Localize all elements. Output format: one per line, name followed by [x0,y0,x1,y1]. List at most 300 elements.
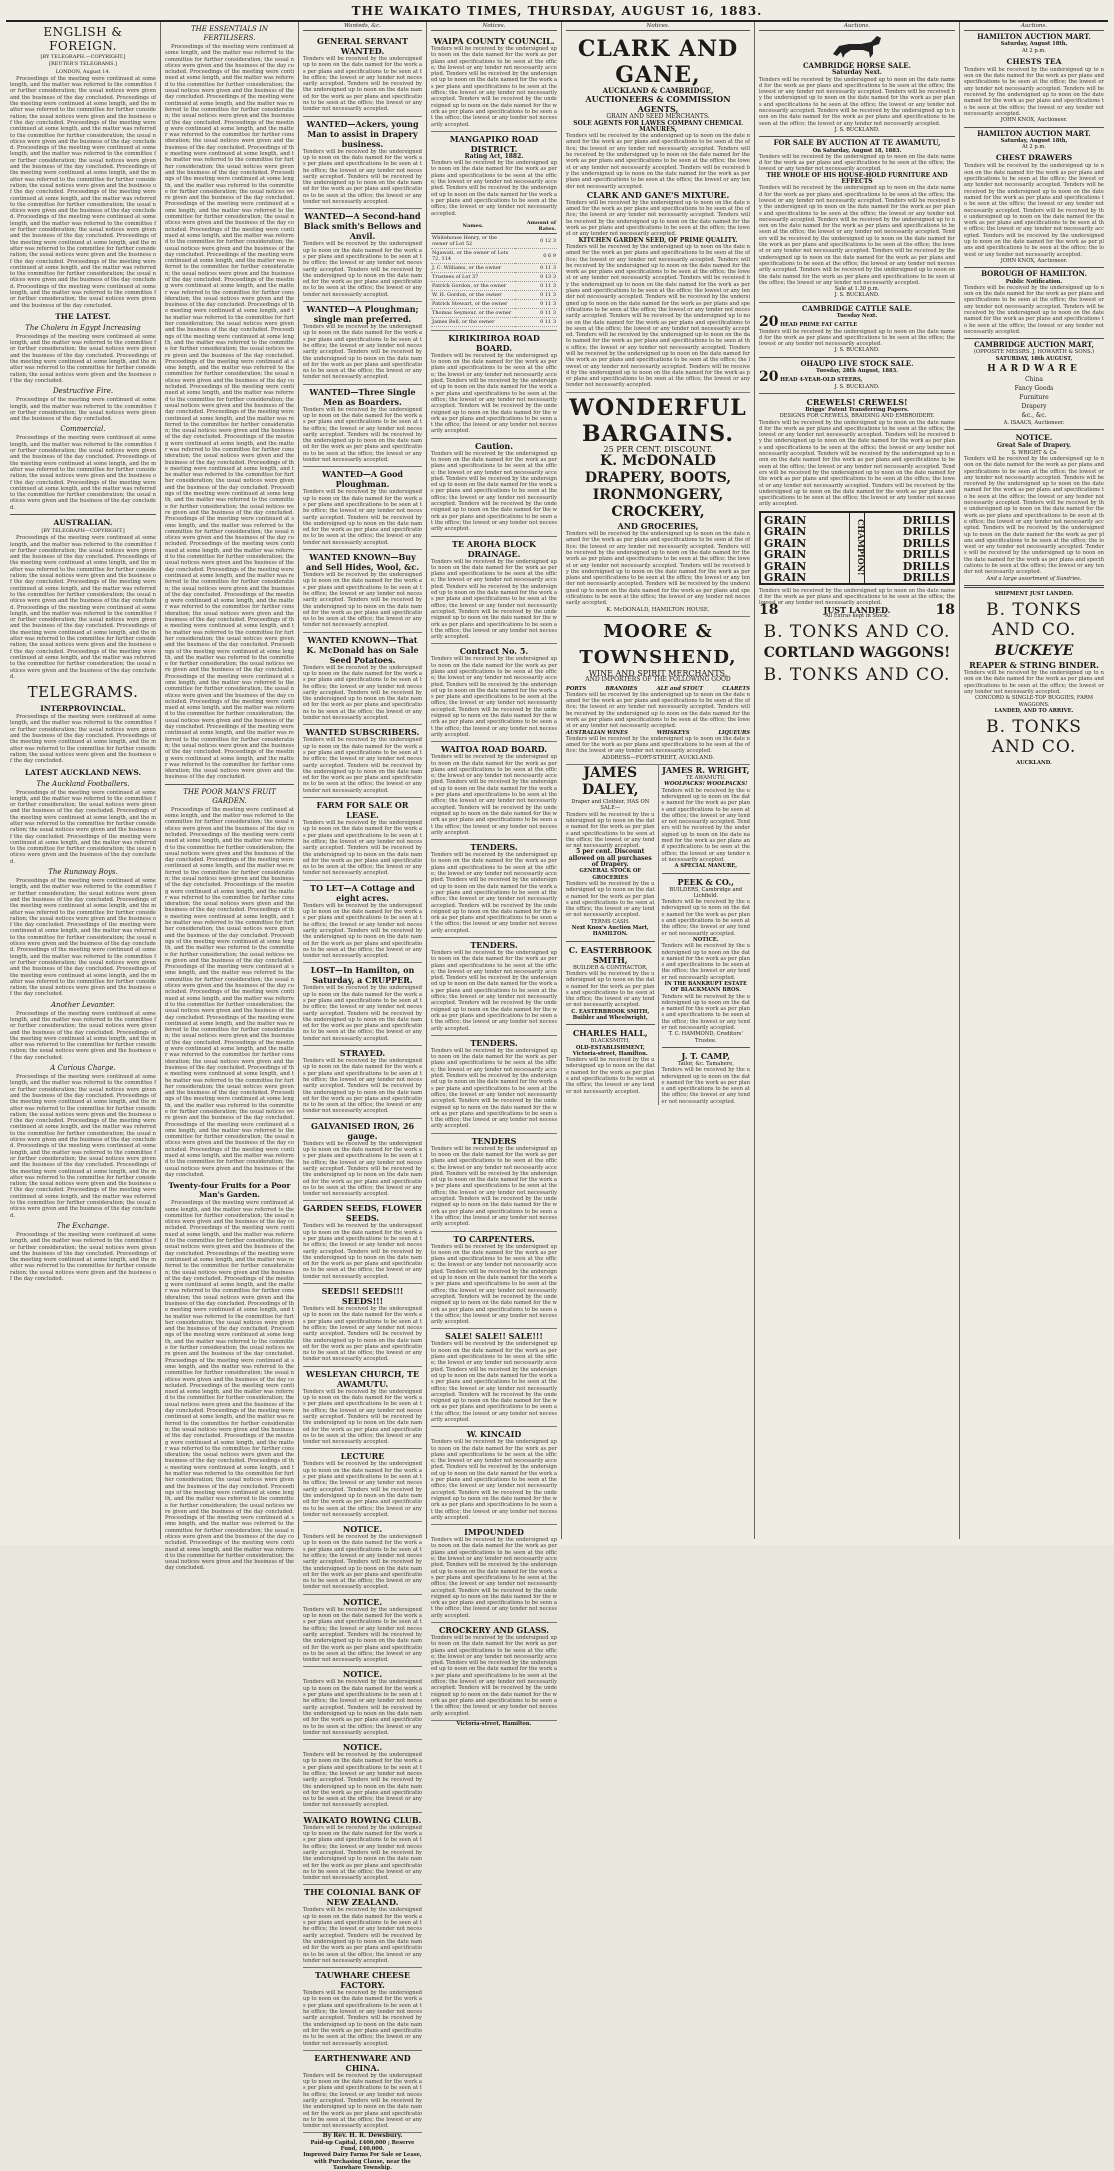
cattle-sale: CAMBRIDGE CATTLE SALE. [801,303,913,313]
classified-ad-body: Tenders will be received by the undersigned up to noon on the date named for the work as per plans and specifications to be seen at the office; the lowest or any tender not necessarily accepted. Tenders will be received by the undersigned up to noon on the date named for the work as per plans and specifications to be seen at the office; the lowest or any tender not necessarily accepted. [303,1223,422,1280]
notice-block-body: Tenders will be received by the undersigned up to noon on the date named for the work as per plans and specifications to be seen at the office; the lowest or any tender not necessarily accepted. Tenders will be received by the undersigned up to noon on the date named for the work as per plans and specifications to be seen at the office; the lowest or any tender not necessarily accepted. Tenders will be received by the undersigned up to noon on the date named for the work as per plans and specifications to be seen at the office; the lowest or any tender not necessarily accepted. [431,1635,557,1717]
notice-mangapiko [431,132,557,331]
notice-block-title: TENDERS. [470,939,518,950]
te-awamutu-sale: FOR SALE BY AUCTION AT TE AWAMUTU, [773,138,941,148]
ad-body: Tenders will be received by the undersigned up to noon on the date named for the work as per plans and specifications to be seen at the office; the lowest or any tender not necessarily accepted. [566,1057,655,1095]
mcdonald-name: K. McDONALD [600,453,716,470]
classified-ad [303,1595,422,1668]
notice-title: WAIPA COUNTY COUNCIL. [433,36,555,46]
tonks-name: B. TONKS AND CO. [763,665,951,686]
article-body: Proceedings of the meeting were continued at some length, and the matter was referred to the committee for further consideration; the usual notices were given and the business of the day concluded. Proceedings of the meeting were continued at some length, and the matter was referred to the committee for further consideration; the usual notices were given and the business of the day concluded. Proceedings of the meeting were continued at some length, and the matter was referred to the committee for further consideration; the usual notices were given and the business of the day concluded. [10,789,156,865]
category-label: PORTS [566,685,587,692]
auction-body: Tenders will be received by the undersigned up to noon on the date named for the work as per plans and specifications to be seen at the office; the lowest or any tender not necessarily accepted. Tenders will be received by the undersigned up to noon on the date named for the work as per plans and specifications to be seen at the office; the lowest or any tender not necessarily accepted. [964,284,1104,335]
cortland: CORTLAND WAGGONS! [763,645,951,662]
notice-block-body: Tenders will be received by the undersigned up to noon on the date named for the work as per plans and specifications to be seen at the office; the lowest or any tender not necessarily accepted. Tenders will be received by the undersigned up to noon on the date named for the work as per plans and specifications to be seen at the office; the lowest or any tender not necessarily accepted. Tenders will be received by the undersigned up to noon on the date named for the work as per plans and specifications to be seen at the office; the lowest or any tender not necessarily accepted. [431,1243,557,1326]
article-body: Proceedings of the meeting were continued at some length, and the matter was referred to the committee for further consideration; the usual notices were given and the business of the day concluded. Proceedings of the meeting were continued at some length, and the matter was referred to the committee for further consideration; the usual notices were given and the business of the day concluded. Proceedings of the meeting were continued at some length, and the matter was referred to the committee for further consideration; the usual notices were given and the business of the day concluded. [10,435,156,511]
hardware-items [964,375,1104,420]
list-line: Furniture [1019,394,1049,402]
bank-capital: Paid-up Capital, £400,000 ; Reserve Fund, £40,000. [310,2139,415,2153]
divider [964,267,1104,268]
peek-sub: BUILDERS, Cambridge and Lichfield. [669,886,743,899]
ad-body: Tenders will be received by the undersigned up to noon on the date named for the work as per plans and specifications to be seen at the office; the lowest or any tender not necessarily accepted. [566,970,655,1009]
classified-ad-body: Tenders will be received by the undersigned up to noon on the date named for the work as per plans and specifications to be seen at the office; the lowest or any tender not necessarily accepted. Tenders will be received by the undersigned up to noon on the date named for the work as per plans and specifications to be seen at the office; the lowest or any tender not necessarily accepted. [303,406,422,464]
article-body: Proceedings of the meeting were continued at some length, and the matter was referred to the committee for further consideration; the usual notices were given and the business of the day concluded. Proceedings of the meeting were continued at some length, and the matter was referred to the committee for further consideration; the usual notices were given and the business of the day concluded. Proceedings of the meeting were continued at some length, and the matter was referred to the committee for further consideration; the usual notices were given and the business of the day concluded. Proceedings of the meeting were continued at some length, and the matter was referred to the committee for further consideration; the usual notices were given and the business of the day concluded. Proceedings of the meeting were continued at some length, and the matter was referred to the committee for further consideration; the usual notices were given and the business of the day concluded. Proceedings of the meeting were continued at some length, and the matter was referred to the committee for further consideration; the usual notices were given and the business of the day concluded. [10,1074,156,1219]
divider [964,127,1104,128]
column-auctions-right [960,22,1108,1539]
classified-ad-title: NOTICE. [342,1742,383,1753]
rates-body [431,233,557,326]
sale-date: Saturday, August 18th, [1000,137,1068,144]
ad-body: Tenders will be received by the undersigned up to noon on the date named for the work as per plans and specifications to be seen at the office; the lowest or any tender not necessarily accepted. Tenders will be received by the undersigned up to noon on the date named for the work as per plans and specifications to be seen at the office; the lowest or any tender not necessarily accepted. Tenders will be received by the undersigned up to noon on the date named for the work as per plans and specifications to be seen at the office; the lowest or any tender not necessarily accepted. [566,133,750,190]
classified-ad [303,385,422,468]
notice-block [431,537,557,645]
bankrupt-heading: IN THE BANKRUPT ESTATE OF BLACKMANN BROS. [664,980,747,994]
shipment: SHIPMENT JUST LANDED. [994,590,1074,597]
sale-time: At 2 p.m. [1022,144,1046,151]
auction-body: Tenders will be received by the undersigned up to noon on the date named for the work as per plans and specifications to be seen at the office; the lowest or any tender not necessarily accepted. Tenders will be received by the undersigned up to noon on the date named for the work as per plans and specifications to be seen at the office; the lowest or any tender not necessarily accepted. Tenders will be received by the undersigned up to noon on the date named for the work as per plans and specifications to be seen at the office; the lowest or any tender not necessarily accepted. Tenders will be received by the undersigned up to noon on the date named for the work as per plans and specifications to be seen at the office; the lowest or any tender not necessarily accepted. [964,163,1104,258]
notice-title: MANGAPIKO ROAD DISTRICT. [449,133,539,154]
divider [662,873,751,874]
article-body: Proceedings of the meeting were continued at some length, and the matter was referred to the committee for further consideration; the usual notices were given and the business of the day concluded. Proceedings of the meeting were continued at some length, and the matter was referred to the committee for further consideration; the usual notices were given and the business of the day concluded. Proceedings of the meeting were continued at some length, and the matter was referred to the committee for further consideration; the usual notices were given and the business of the day concluded. Proceedings of the meeting were continued at some length, and the matter was referred to the committee for further consideration; the usual notices were given and the business of the day concluded. Proceedings of the meeting were continued at some length, and the matter was referred to the committee for further consideration; the usual notices were given and the business of the day concluded. Proceedings of the meeting were continued at some length, and the matter was referred to the committee for further consideration; the usual notices were given and the business of the day concluded. [10,535,156,680]
table-row [431,233,557,248]
table-row [431,299,557,308]
hall-title: CHARLES HALL, [572,1028,648,1039]
heading-latest: THE LATEST. [55,311,111,321]
classified-ad [303,550,422,633]
classified-ad-title: GARDEN SEEDS, FLOWER SEEDS. [303,1203,422,1224]
list-line: DRILLS [902,513,950,527]
classified-ad [303,467,422,550]
ad-body: Tenders will be received by the undersigned up to noon on the date named for the work as per plans and specifications to be seen at the office; the lowest or any tender not necessarily accepted. Tenders will be received by the undersigned up to noon on the date named for the work as per plans and specifications to be seen at the office; the lowest or any tender not necessarily accepted. [661,787,750,863]
moore-townshend-sub2: AND IMPORTERS OF THE FOLLOWING GOOD [585,676,731,684]
great-sale: Great Sale of Drapery. [996,442,1072,450]
notice-block-title: CROCKERY AND GLASS. [438,1625,550,1635]
buckeye: BUCKEYE [994,643,1074,660]
classified-ad-body: Tenders will be received by the undersigned up to noon on the date named for the work as per plans and specifications to be seen at the office; the lowest or any tender not necessarily accepted. Tenders will be received by the undersigned up to noon on the date named for the work as per plans and specifications to be seen at the office; the lowest or any tender not necessarily accepted. [303,1534,422,1591]
merchant: S. WRIGHT & Co [1011,449,1057,456]
lower-ad-right [659,765,751,1105]
hardware: HARDWARE [987,364,1081,375]
notice-block-title: KIRIKIRIROA ROAD BOARD. [448,332,540,353]
column-header: Notices. [431,22,557,31]
list-line: GRAIN [764,536,807,550]
table-row [431,272,557,281]
saturday-next: Saturday Next. [832,69,882,77]
classified-ad-body: Tenders will be received by the undersigned up to noon on the date named for the work as per plans and specifications to be seen at the office; the lowest or any tender not necessarily accepted. Tenders will be received by the undersigned up to noon on the date named for the work as per plans and specifications to be seen at the office; the lowest or any tender not necessarily accepted. [303,1388,422,1446]
auction-body: Tenders will be received by the undersigned up to noon on the date named for the work as per plans and specifications to be seen at the office; the lowest or any tender not necessarily accepted. Tenders will be received by the undersigned up to noon on the date named for the work as per plans and specifications to be seen at the office; the lowest or any tender not necessarily accepted. Tenders will be received by the undersigned up to noon on the date named for the work as per plans and specifications to be seen at the office; the lowest or any tender not necessarily accepted. Tenders will be received by the undersigned up to noon on the date named for the work as per plans and specifications to be seen at the office; the lowest or any tender not necessarily accepted. Tenders will be received by the undersigned up to noon on the date named for the work as per plans and specifications to be seen at the office; the lowest or any tender not necessarily accepted. [759,419,955,508]
classified-ad [303,117,422,210]
classified-ad [303,209,422,302]
sale-date: On Saturday, August 18, 1883. [812,147,902,154]
notice-block-body: Tenders will be received by the undersigned up to noon on the date named for the work as per plans and specifications to be seen at the office; the lowest or any tender not necessarily accepted. Tenders will be received by the undersigned up to noon on the date named for the work as per plans and specifications to be seen at the office; the lowest or any tender not necessarily accepted. Tenders will be received by the undersigned up to noon on the date named for the work as per plans and specifications to be seen at the office; the lowest or any tender not necessarily accepted. [431,754,557,836]
classified-ad-title: WANTED—A Ploughman; single man preferred. [306,304,419,325]
rate-name: James Bell, or the owner [431,317,515,326]
champion-label: CHAMPION! [849,513,865,583]
heading-exchange: The Exchange. [56,1221,110,1230]
notice-block-body: Tenders will be received by the undersigned up to noon on the date named for the work as per plans and specifications to be seen at the office; the lowest or any tender not necessarily accepted. Tenders will be received by the undersigned up to noon on the date named for the work as per plans and specifications to be seen at the office; the lowest or any tender not necessarily accepted. Tenders will be received by the undersigned up to noon on the date named for the work as per plans and specifications to be seen at the office; the lowest or any tender not necessarily accepted. [431,1537,557,1619]
heading-cholera: The Cholera in Egypt Increasing [25,323,141,332]
notice-block-title: SALE! SALE!! SALE!!! [445,1331,543,1342]
notice-block-body: Tenders will be received by the undersigned up to noon on the date named for the work as per plans and specifications to be seen at the office; the lowest or any tender not necessarily accepted. Tenders will be received by the undersigned up to noon on the date named for the work as per plans and specifications to be seen at the office; the lowest or any tender not necessarily accepted. Tenders will be received by the undersigned up to noon on the date named for the work as per plans and specifications to be seen at the office; the lowest or any tender not necessarily accepted. [431,352,557,435]
column-header: Auctions. [759,22,955,31]
notice-block-body: Tenders will be received by the undersigned up to noon on the date named for the work as per plans and specifications to be seen at the office; the lowest or any tender not necessarily accepted. Tenders will be received by the undersigned up to noon on the date named for the work as per plans and specifications to be seen at the office; the lowest or any tender not necessarily accepted. Tenders will be received by the undersigned up to noon on the date named for the work as per plans and specifications to be seen at the office; the lowest or any tender not necessarily accepted. [431,1439,557,1521]
heading-fertilisers: THE ESSENTIALS IN FERTILISERS. [191,25,268,42]
kincaid-address: Victoria-street, Hamilton. [456,1720,532,1727]
ad-body: Tenders will be received by the undersigned up to noon on the date named for the work as per plans and specifications to be seen at the office; the lowest or any tender not necessarily accepted. [566,735,750,755]
ohaupo-sale: OHAUPO LIVE STOCK SALE. [800,358,914,368]
easterbrook-title: C. EASTERBROOK SMITH, [568,944,652,965]
designs: DESIGNS FOR CREWELS, BRAIDING AND EMBROIDERY. [779,413,935,420]
section-title-english-foreign: ENGLISH & FOREIGN. [43,25,123,53]
grain-drills-ad [759,511,955,585]
tonks-name: B. TONKS AND CO. [986,600,1082,641]
rate-name: J. C. Williams, or the owner [431,263,515,272]
category-label: LIQUEURS [718,729,750,736]
classified-ad-title: WANTED—Ackers, young Man to assist in Drapery business. [306,118,419,149]
classified-ad-body: Tenders will be received by the undersigned up to noon on the date named for the work as per plans and specifications to be seen at the office; the lowest or any tender not necessarily accepted. Tenders will be received by the undersigned up to noon on the date named for the work as per plans and specifications to be seen at the office; the lowest or any tender not necessarily accepted. [303,902,422,960]
rate-name: Patrick Gordon, or the owner [431,281,515,290]
article-body: Proceedings of the meeting were continued at some length, and the matter was referred to the committee for further consideration; the usual notices were given and the business of the day concluded. Proceedings of the meeting were continued at some length, and the matter was referred to the committee for further consideration; the usual notices were given and the business of the day concluded. [10,714,156,765]
hall-sub: BLACKSMITH, [590,1038,630,1045]
drills-list [865,513,953,583]
rate-name: Whitehouse Henry, or the owner of Lot 52 [431,233,515,248]
rate-amount: 0 6 9 [515,248,557,263]
tuesday-next: Tuesday Next. [836,312,878,319]
moore-townshend-ad [566,617,750,765]
classified-ad-title: WANTED KNOWN—Buy and Sell Hides, Wool, &c. [306,552,419,573]
landed-count: 18 [759,601,779,618]
classified-ad-title: EARTHENWARE AND CHINA. [314,2052,411,2073]
classified-ad-body: Tenders will be received by the undersigned up to noon on the date named for the work as per plans and specifications to be seen at the office; the lowest or any tender not necessarily accepted. Tenders will be received by the undersigned up to noon on the date named for the work as per plans and specifications to be seen at the office; the lowest or any tender not necessarily accepted. [303,1606,422,1664]
wright-sub: TE AWAMUTU. [685,775,726,782]
mcdonald-goods: DRAPERY, BOOTS, IRONMONGERY, CROCKERY, [584,470,732,521]
classified-ad-title: THE COLONIAL BANK OF NEW ZEALAND. [304,1887,421,1908]
list-line: DRILLS [902,571,950,585]
notice-block-title: W. KINCAID [466,1429,522,1440]
ad-body: Tenders will be received by the undersigned up to noon on the date named for the work as per plans and specifications to be seen at the office; the lowest or any tender not necessarily accepted. Tenders will be received by the undersigned up to noon on the date named for the work as per plans and specifications to be seen at the office; the lowest or any tender not necessarily accepted. Tenders will be received by the undersigned up to noon on the date named for the work as per plans and specifications to be seen at the office; the lowest or any tender not necessarily accepted. Tenders will be received by the undersigned up to noon on the date named for the work as per plans and specifications to be seen at the office; the lowest or any tender not necessarily accepted. [566,531,750,607]
tonks-name: B. TONKS AND CO. [763,622,951,643]
chest-drawers: CHEST DRAWERS [995,153,1073,163]
ad-body: Tenders will be received by the undersigned up to noon on the date named for the work as per plans and specifications to be seen at the office; the lowest or any tender not necessarily accepted. [661,899,750,937]
table-row [431,263,557,272]
rate-name: W. H. Gordon, or the owner [431,290,515,299]
notice-block [431,1623,557,1721]
classified-ad [303,1522,422,1595]
list-line: Drapery [1021,403,1047,411]
hamilton-mart: HAMILTON AUCTION MART. [977,32,1091,41]
list-line: GRAIN [764,559,807,573]
ad-body: Tenders will be received by the undersigned up to noon on the date named for the work as per plans and specifications to be seen at the office; the lowest or any tender not necessarily accepted. [566,811,655,850]
category-label: BRANDIES [605,685,638,692]
moore-townshend-sub: WINE AND SPIRIT MERCHANTS, [588,668,728,678]
category-label: WHISKEYS [656,729,690,736]
classified-ad [303,798,422,881]
ad-body: Tenders will be received by the undersigned up to noon on the date named for the work as per plans and specifications to be seen at the office; the lowest or any tender not necessarily accepted. Tenders will be received by the undersigned up to noon on the date named for the work as per plans and specifications to be seen at the office; the lowest or any tender not necessarily accepted. [566,199,750,238]
notice-block-title: Contract No. 5. [459,646,529,657]
lower-ad-left [566,765,659,1105]
column-essentials [161,22,299,1572]
divider [10,514,156,515]
article-body: Proceedings of the meeting were continued at some length, and the matter was referred to the committee for further consideration; the usual notices were given and the business of the day concluded. Proceedings of the meeting were continued at some length, and the matter was referred to the committee for further consideration; the usual notices were given and the business of the day concluded. [10,1010,156,1061]
classified-ad-title: NOTICE. [342,1524,383,1535]
ad-body: Tenders will be received by the undersigned up to noon on the date named for the work as per plans and specifications to be seen at the office; the lowest or any tender not necessarily accepted. Tenders will be received by the undersigned up to noon on the date named for the work as per plans and specifications to be seen at the office; the lowest or any tender not necessarily accepted. Tenders will be received by the undersigned up to noon on the date named for the work as per plans and specifications to be seen at the office; the lowest or any tender not necessarily accepted. Tenders will be received by the undersigned up to noon on the date named for the work as per plans and specifications to be seen at the office; the lowest or any tender not necessarily accepted. Tenders will be received by the undersigned up to noon on the date named for the work as per plans and specifications to be seen at the office; the lowest or any tender not necessarily accepted. Tenders will be received by the undersigned up to noon on the date named for the work as per plans and specifications to be seen at the office; the lowest or any tender not necessarily accepted. Tenders will be received by the undersigned up to noon on the date named for the work as per plans and specifications to be seen at the office; the lowest or any tender not necessarily accepted. Tenders will be received by the undersigned up to noon on the date named for the work as per plans and specifications to be seen at the office; the lowest or any tender not necessarily accepted. [566,243,751,389]
wonderful-bargains: WONDERFUL BARGAINS. [569,394,747,447]
heading-commercial: Commercial. [60,425,106,434]
classified-ad-title: TAUWHARE CHEESE FACTORY. [315,1970,410,1991]
table-row [431,281,557,290]
classified-ad [303,1284,422,1367]
auction-body: Tenders will be received by the undersigned up to noon on the date named for the work as per plans and specifications to be seen at the office; the lowest or any tender not necessarily accepted. Tenders will be received by the undersigned up to noon on the date named for the work as per plans and specifications to be seen at the office; the lowest or any tender not necessarily accepted. Tenders will be received by the undersigned up to noon on the date named for the work as per plans and specifications to be seen at the office; the lowest or any tender not necessarily accepted. Tenders will be received by the undersigned up to noon on the date named for the work as per plans and specifications to be seen at the office; the lowest or any tender not necessarily accepted. Tenders will be received by the undersigned up to noon on the date named for the work as per plans and specifications to be seen at the office; the lowest or any tender not necessarily accepted. [964,455,1104,576]
list-line: DRILLS [902,548,950,562]
heading-telegrams: TELEGRAMS. [27,683,139,702]
classified-ad [303,1740,422,1813]
notice-block-title: IMPOUNDED [464,1527,524,1538]
auction-body: Tenders will be received by the undersigned up to noon on the date named for the work as per plans and specifications to be seen at the office; the lowest or any tender not necessarily accepted. [759,328,955,348]
classified-ad-title: WANTED SUBSCRIBERS. [305,727,420,738]
column-english-foreign [6,22,161,1539]
column-auctions-left [755,22,960,1539]
classified-ad-body: Tenders will be received by the undersigned up to noon on the date named for the work as per plans and specifications to be seen at the office; the lowest or any tender not necessarily accepted. Tenders will be received by the undersigned up to noon on the date named for the work as per plans and specifications to be seen at the office; the lowest or any tender not necessarily accepted. [303,985,422,1042]
notice-block [431,1525,557,1623]
heading-twenty-four-fruits: Twenty-four Fruits for a Poor Man's Garden. [168,1181,291,1200]
column-header: Notices. [566,22,750,31]
cambridge-horse-sale: CAMBRIDGE HORSE SALE. [802,61,912,70]
tonks-name: B. TONKS AND CO. [986,717,1082,758]
sundries: And a large assortment of Sundries. [986,575,1082,582]
clark-gane-grain: GRAIN AND SEED MERCHANTS. [606,113,710,121]
ohaupo-date: Tuesday, 28th August, 1883. [815,368,899,375]
heading-fire: Destructive Fire. [52,387,114,396]
auction-body: Tenders will be received by the undersigned up to noon on the date named for the work as per plans and specifications to be seen at the office; the lowest or any tender not necessarily accepted. Tenders will be received by the undersigned up to noon on the date named for the work as per plans and specifications to be seen at the office; the lowest or any tender not necessarily accepted. Tenders will be received by the undersigned up to noon on the date named for the work as per plans and specifications to be seen at the office; the lowest or any tender not necessarily accepted. [759,76,955,127]
camp-title: J. T. CAMP, [681,1050,730,1061]
wright-manure: A SPECIAL MANURE, [674,863,738,870]
columns [6,22,1108,2171]
notice-block [431,1232,557,1330]
borough: BOROUGH OF HAMILTON. [981,269,1087,279]
divider [759,393,955,394]
classified-ad-body: Tenders will be received by the undersigned up to noon on the date named for the work as per plans and specifications to be seen at the office; the lowest or any tender not necessarily accepted. Tenders will be received by the undersigned up to noon on the date named for the work as per plans and specifications to be seen at the office; the lowest or any tender not necessarily accepted. [303,1306,422,1363]
factory-title: Improved Dairy Farms For Sale or Lease, with Purchasing Clause, near the Tauwhare Township. [303,2152,422,2171]
moore-townshend-addr: ADDRESS—FORT-STREET, AUCKLAND. [601,754,715,761]
classified-ad-title: STRAYED. [339,1048,386,1059]
ad-body: Tenders will be received by the undersigned up to noon on the date named for the work as per plans and specifications to be seen at the office; the lowest or any tender not necessarily accepted. [661,1067,750,1105]
clark-gane-seed: KITCHEN GARDEN SEED, OF PRIME QUALITY. [578,236,738,244]
classified-ad [303,1201,422,1284]
list-line: GRAIN [764,571,807,585]
table-row [431,317,557,326]
notice-block-body: Tenders will be received by the undersigned up to noon on the date named for the work as per plans and specifications to be seen at the office; the lowest or any tender not necessarily accepted. Tenders will be received by the undersigned up to noon on the date named for the work as per plans and specifications to be seen at the office; the lowest or any tender not necessarily accepted. Tenders will be received by the undersigned up to noon on the date named for the work as per plans and specifications to be seen at the office; the lowest or any tender not necessarily accepted. [431,656,557,738]
notice-block [431,439,557,537]
bankrupt-sign: T. C. HAMMOND, Creditors' Trustee. [668,1031,743,1044]
daley-general: GENERAL STOCK OF GROCERIES [579,868,642,881]
classified-ad-title: WANTED KNOWN—That K. McDonald has on Sale Seed Potatoes. [306,634,419,665]
head-count: 20 [759,369,779,386]
notice-block [431,742,557,840]
household-furniture: THE WHOLE OF HIS HOUSE-HOLD FURNITURE AND EFFECTS [766,171,948,186]
rate-amount: 0 11 3 [515,290,557,299]
auctioneer: J. S. BUCKLAND. [834,383,880,390]
rate-name: Patrick Stewart, or the owner [431,299,515,308]
divider [566,1024,655,1025]
heading-australian: AUSTRALIAN. [53,518,113,527]
clark-gane-sole: SOLE AGENTS FOR LAWES COMPANY CHEMICAL MANURES, [573,119,743,133]
landed-count: 18 [935,601,955,618]
sale-time: Sale at 1.30 p.m. [834,286,880,293]
wright-title: JAMES R. WRIGHT, [662,765,750,776]
classified-ad [303,1449,422,1522]
head-count: 20 [759,314,779,331]
notice-list [431,331,557,1721]
classified-ad-body: Tenders will be received by the undersigned up to noon on the date named for the work as per plans and specifications to be seen at the office; the lowest or any tender not necessarily accepted. Tenders will be received by the undersigned up to noon on the date named for the work as per plans and specifications to be seen at the office; the lowest or any tender not necessarily accepted. [303,664,422,722]
rates-table [431,219,557,327]
peek-title: PEEK & CO., [677,876,734,887]
classified-ad-title: WANTED—A Second-hand Black smith's Bellows and Anvil. [303,211,422,242]
article-body: Proceedings of the meeting were continued at some length, and the matter was referred to the committee for further consideration; the usual notices were given and the business of the day concluded. Proceedings of the meeting were continued at some length, and the matter was referred to the committee for further consideration; the usual notices were given and the business of the day concluded. Proceedings of the meeting were continued at some length, and the matter was referred to the committee for further consideration; the usual notices were given and the business of the day concluded. Proceedings of the meeting were continued at some length, and the matter was referred to the committee for further consideration; the usual notices were given and the business of the day concluded. Proceedings of the meeting were continued at some length, and the matter was referred to the committee for further consideration; the usual notices were given and the business of the day concluded. Proceedings of the meeting were continued at some length, and the matter was referred to the committee for further consideration; the usual notices were given and the business of the day concluded. Proceedings of the meeting were continued at some length, and the matter was referred to the committee for further consideration; the usual notices were given and the business of the day concluded. Proceedings of the meeting were continued at some length, and the matter was referred to the committee for further consideration; the usual notices were given and the business of the day concluded. Proceedings of the meeting were continued at some length, and the matter was referred to the committee for further consideration; the usual notices were given and the business of the day concluded. Proceedings of the meeting were continued at some length, and the matter was referred to the committee for further consideration; the usual notices were given and the business of the day concluded. [10,75,156,309]
notice-block-body: Tenders will be received by the undersigned up to noon on the date named for the work as per plans and specifications to be seen at the office; the lowest or any tender not necessarily accepted. Tenders will be received by the undersigned up to noon on the date named for the work as per plans and specifications to be seen at the office; the lowest or any tender not necessarily accepted. Tenders will be received by the undersigned up to noon on the date named for the work as per plans and specifications to be seen at the office; the lowest or any tender not necessarily accepted. [431,558,557,641]
list-line: &c., &c. [1021,412,1047,420]
notice-body: Tenders will be received by the undersigned up to noon on the date named for the work as per plans and specifications to be seen at the office; the lowest or any tender not necessarily accepted. Tenders will be received by the undersigned up to noon on the date named for the work as per plans and specifications to be seen at the office; the lowest or any tender not necessarily accepted. [431,160,557,217]
notice-heading: NOTICE. [1015,433,1053,443]
auctioneer: J. S. BUCKLAND. [834,347,880,354]
rate-amount: 0 11 3 [515,263,557,272]
rate-amount: 0 11 3 [515,281,557,290]
notice-subtitle: Rating Act, 1882. [464,152,524,160]
notice-block [431,1329,557,1427]
daley-next: Next Knox's Auction Mart, HAMILTON. [571,925,649,938]
clark-gane-ad [566,34,750,393]
classified-ad-body: Tenders will be received by the undersigned up to noon on the date named for the work as per plans and specifications to be seen at the office; the lowest or any tender not necessarily accepted. Tenders will be received by the undersigned up to noon on the date named for the work as per plans and specifications to be seen at the office; the lowest or any tender not necessarily accepted. [303,572,422,629]
dateline-london: LONDON, August 14. [55,68,111,75]
notice-block-body: Tenders will be received by the undersigned up to noon on the date named for the work as per plans and specifications to be seen at the office; the lowest or any tender not necessarily accepted. Tenders will be received by the undersigned up to noon on the date named for the work as per plans and specifications to be seen at the office; the lowest or any tender not necessarily accepted. Tenders will be received by the undersigned up to noon on the date named for the work as per plans and specifications to be seen at the office; the lowest or any tender not necessarily accepted. [431,1047,557,1130]
classified-ad-title: WAIKATO ROWING CLUB. [303,1814,422,1825]
auctioneer: J. S. BUCKLAND. [834,292,880,299]
divider [759,302,955,303]
just-landed-label: JUST LANDED. [823,604,891,615]
classified-ad-body: Tenders will be received by the undersigned up to noon on the date named for the work as per plans and specifications to be seen at the office; the lowest or any tender not necessarily accepted. Tenders will be received by the undersigned up to noon on the date named for the work as per plans and specifications to be seen at the office; the lowest or any tender not necessarily accepted. [303,324,422,381]
ad-body: Tenders will be received by the undersigned up to noon on the date named for the work as per plans and specifications to be seen at the office; the lowest or any tender not necessarily accepted. [566,880,655,919]
notice-heading: NOTICE. [693,936,719,943]
classified-ad-title: SEEDS!! SEEDS!!! SEEDS!!! [321,1286,404,1307]
reaper: REAPER & STRING BINDER. [969,660,1099,671]
classified-ad-title: TO LET—A Cottage and eight acres. [310,882,415,903]
classified-ad-title: GALVANISED IRON, 26 gauge. [310,1120,415,1141]
category-label: CLARETS [722,685,750,692]
divider [566,941,655,942]
divider [964,429,1104,430]
category-label: AUSTRALIAN WINES [566,729,628,736]
heading-levanter: Another Levanter. [51,1000,115,1009]
wright-woolpacks: WOOLPACKS! WOOLPACKS! [664,781,748,788]
table-row [431,248,557,263]
rate-amount: 0 13 3 [515,272,557,281]
classified-ad-body: Tenders will be received by the undersigned up to noon on the date named for the work as per plans and specifications to be seen at the office; the lowest or any tender not necessarily accepted. Tenders will be received by the undersigned up to noon on the date named for the work as per plans and specifications to be seen at the office; the lowest or any tender not necessarily accepted. [303,1679,422,1736]
clark-gane-title: CLARK AND GANE, [577,36,739,88]
classified-ad [303,1968,422,2051]
notice-body: Tenders will be received by the undersigned up to noon on the date named for the work as per plans and specifications to be seen at the office; the lowest or any tender not necessarily accepted. Tenders will be received by the undersigned up to noon on the date named for the work as per plans and specifications to be seen at the office; the lowest or any tender not necessarily accepted. Tenders will be received by the undersigned up to noon on the date named for the work as per plans and specifications to be seen at the office; the lowest or any tender not necessarily accepted. [431,46,557,128]
classified-ad-title: NOTICE. [342,1669,383,1680]
auction-body: Tenders will be received by the undersigned up to noon on the date named for the work as per plans and specifications to be seen at the office; the lowest or any tender not necessarily accepted. [759,587,955,607]
discount: 25 PER CENT. DISCOUNT. [603,444,713,454]
classified-ad-title: NOTICE. [342,1596,383,1607]
list-line: DRILLS [902,525,950,539]
article-body: Proceedings of the meeting were continued at some length, and the matter was referred to the committee for further consideration; the usual notices were given and the business of the day concluded. Proceedings of the meeting were continued at some length, and the matter was referred to the committee for further consideration; the usual notices were given and the business of the day concluded. Proceedings of the meeting were continued at some length, and the matter was referred to the committee for further consideration; the usual notices were given and the business of the day concluded. Proceedings of the meeting were continued at some length, and the matter was referred to the committee for further consideration; the usual notices were given and the business of the day concluded. Proceedings of the meeting were continued at some length, and the matter was referred to the committee for further consideration; the usual notices were given and the business of the day concluded. Proceedings of the meeting were continued at some length, and the matter was referred to the committee for further consideration; the usual notices were given and the business of the day concluded. Proceedings of the meeting were continued at some length, and the matter was referred to the committee for further consideration; the usual notices were given and the business of the day concluded. Proceedings of the meeting were continued at some length, and the matter was referred to the committee for further consideration; the usual notices were given and the business of the day concluded. Proceedings of the meeting were continued at some length, and the matter was referred to the committee for further consideration; the usual notices were given and the business of the day concluded. Proceedings of the meeting were continued at some length, and the matter was referred to the committee for further consideration; the usual notices were given and the business of the day concluded. Proceedings of the meeting were continued at some length, and the matter was referred to the committee for further consideration; the usual notices were given and the business of the day concluded. Proceedings of the meeting were continued at some length, and the matter was referred to the committee for further consideration; the usual notices were given and the business of the day concluded. Proceedings of the meeting were continued at some length, and the matter was referred to the committee for further consideration; the usual notices were given and the business of the day concluded. Proceedings of the meeting were continued at some length, and the matter was referred to the committee for further consideration; the usual notices were given and the business of the day concluded. [165,806,294,1178]
column-wanteds [299,22,427,2171]
easterbrook-sub: BUILDER & CONTRACTOR, [572,964,648,971]
classified-ad [303,881,422,964]
classified-ad-body: Tenders will be received by the undersigned up to noon on the date named for the work as per plans and specifications to be seen at the office; the lowest or any tender not necessarily accepted. Tenders will be received by the undersigned up to noon on the date named for the work as per plans and specifications to be seen at the office; the lowest or any tender not necessarily accepted. [303,1752,422,1809]
heading-runaway: The Runaway Boys. [48,868,118,877]
clark-gane-mixture: CLARK AND GANE'S MIXTURE. [586,189,730,200]
hall-hotel: OLD-ESTABLISHMENT, Victoria-street, Hamilton. [572,1044,648,1057]
auctioneer: JOHN KNOX, Auctioneer. [1000,257,1068,264]
column-notices-left [427,22,562,1727]
public-notification: Public Notification. [1005,278,1063,285]
notice-block [431,1036,557,1134]
heading-intercolonial: INTERPROVINCIAL. [40,704,126,714]
mcdonald-groceries: AND GROCERIES, [617,521,699,532]
classified-ad [303,1813,422,1886]
cambridge-mart: CAMBRIDGE AUCTION MART, [974,340,1094,350]
classified-ad-body: Tenders will be received by the undersigned up to noon on the date named for the work as per plans and specifications to be seen at the office; the lowest or any tender not necessarily accepted. Tenders will be received by the undersigned up to noon on the date named for the work as per plans and specifications to be seen at the office; the lowest or any tender not necessarily accepted. [303,1058,422,1115]
clark-gane-sub: AUCKLAND & CAMBRIDGE, [602,86,714,95]
classified-ad-body: Tenders will be received by the undersigned up to noon on the date named for the work as per plans and specifications to be seen at the office; the lowest or any tender not necessarily accepted. Tenders will be received by the undersigned up to noon on the date named for the work as per plans and specifications to be seen at the office; the lowest or any tender not necessarily accepted. [303,1990,422,2047]
sale-date: SATURDAY, 18th AUGUST, [995,355,1073,362]
divider [964,585,1104,588]
notice-block [431,1134,557,1232]
classified-ad-body: Tenders will be received by the undersigned up to noon on the date named for the work as per plans and specifications to be seen at the office; the lowest or any tender not necessarily accepted. Tenders will be received by the undersigned up to noon on the date named for the work as per plans and specifications to be seen at the office; the lowest or any tender not necessarily accepted. [303,2072,422,2130]
byline: [BY TELEGRAPH—COPYRIGHT.] [41,528,125,534]
lecturer: By Rev. H. R. Dewsbury. [322,2132,403,2140]
notice-block-title: TO CARPENTERS. [453,1233,535,1244]
heading-curious-charge: A Curious Charge. [50,1064,116,1073]
crewels: CREWELS! CREWELS! [806,396,908,407]
mcdonald-ad [566,393,750,617]
classified-ad-body: Tenders will be received by the undersigned up to noon on the date named for the work as per plans and specifications to be seen at the office; the lowest or any tender not necessarily accepted. Tenders will be received by the undersigned up to noon on the date named for the work as per plans and specifications to be seen at the office; the lowest or any tender not necessarily accepted. [303,489,422,546]
opposite: (OPPOSITE MESSRS. J. HOWARTH & SONS.) [973,349,1095,356]
column-notices-right [562,22,755,1539]
notice-block-title: TE AROHA BLOCK DRAINAGE. [452,538,536,559]
notice-block-body: Tenders will be received by the undersigned up to noon on the date named for the work as per plans and specifications to be seen at the office; the lowest or any tender not necessarily accepted. Tenders will be received by the undersigned up to noon on the date named for the work as per plans and specifications to be seen at the office; the lowest or any tender not necessarily accepted. Tenders will be received by the undersigned up to noon on the date named for the work as per plans and specifications to be seen at the office; the lowest or any tender not necessarily accepted. [431,1341,557,1423]
notice-block-title: TENDERS [471,1135,517,1146]
rate-amount: 0 11 3 [515,317,557,326]
notice-block-body: Tenders will be received by the undersigned up to noon on the date named for the work as per plans and specifications to be seen at the office; the lowest or any tender not necessarily accepted. Tenders will be received by the undersigned up to noon on the date named for the work as per plans and specifications to be seen at the office; the lowest or any tender not necessarily accepted. Tenders will be received by the undersigned up to noon on the date named for the work as per plans and specifications to be seen at the office; the lowest or any tender not necessarily accepted. [431,852,557,934]
auctioneer: JOHN KNOX, Auctioneer. [1000,117,1068,124]
classified-ad [303,2051,422,2134]
classified-ad [303,1367,422,1450]
classified-ad-body: Tenders will be received by the undersigned up to noon on the date named for the work as per plans and specifications to be seen at the office; the lowest or any tender not necessarily accepted. Tenders will be received by the undersigned up to noon on the date named for the work as per plans and specifications to be seen at the office; the lowest or any tender not necessarily accepted. [303,1907,422,1964]
divider [759,357,955,358]
classified-ad [303,725,422,798]
classified-ad-title: WANTED—Three Single Men as Boarders. [309,386,416,407]
byline: [BY TELEGRAPH.—COPYRIGHT.] [40,54,126,60]
article-body: Proceedings of the meeting were continued at some length, and the matter was referred to the committee for further consideration; the usual notices were given and the business of the day concluded. Proceedings of the meeting were continued at some length, and the matter was referred to the committee for further consideration; the usual notices were given and the business of the day concluded. Proceedings of the meeting were continued at some length, and the matter was referred to the committee for further consideration; the usual notices were given and the business of the day concluded. Proceedings of the meeting were continued at some length, and the matter was referred to the committee for further consideration; the usual notices were given and the business of the day concluded. Proceedings of the meeting were continued at some length, and the matter was referred to the committee for further consideration; the usual notices were given and the business of the day concluded. [10,878,156,998]
grain-list [761,513,849,583]
list-line: GRAIN [764,548,807,562]
notice-block [431,331,557,439]
agency-line: [REUTER'S TELEGRAMS.] [49,61,117,68]
classified-ad-body: Tenders will be received by the undersigned up to noon on the date named for the work as per plans and specifications to be seen at the office; the lowest or any tender not necessarily accepted. Tenders will be received by the undersigned up to noon on the date named for the work as per plans and specifications to be seen at the office; the lowest or any tender not necessarily accepted. [303,56,422,113]
list-line: DRILLS [902,559,950,573]
ad-body: Tenders will be received by the undersigned up to noon on the date named for the work as per plans and specifications to be seen at the office; the lowest or any tender not necessarily accepted. Tenders will be received by the undersigned up to noon on the date named for the work as per plans and specifications to be seen at the office; the lowest or any tender not necessarily accepted. [566,691,750,730]
notice-block-title: TENDERS. [470,1037,518,1048]
divider [165,784,294,785]
classified-ad [303,963,422,1046]
heading-fruit-garden: THE POOR MAN'S FRUIT GARDEN. [183,787,276,805]
divider [662,1047,751,1048]
notice-block-body: Tenders will be received by the undersigned up to noon on the date named for the work as per plans and specifications to be seen at the office; the lowest or any tender not necessarily accepted. Tenders will be received by the undersigned up to noon on the date named for the work as per plans and specifications to be seen at the office; the lowest or any tender not necessarily accepted. Tenders will be received by the undersigned up to noon on the date named for the work as per plans and specifications to be seen at the office; the lowest or any tender not necessarily accepted. [431,450,557,533]
landed: LANDED, AND TO ARRIVE. [994,707,1074,714]
notice-block [431,1427,557,1525]
